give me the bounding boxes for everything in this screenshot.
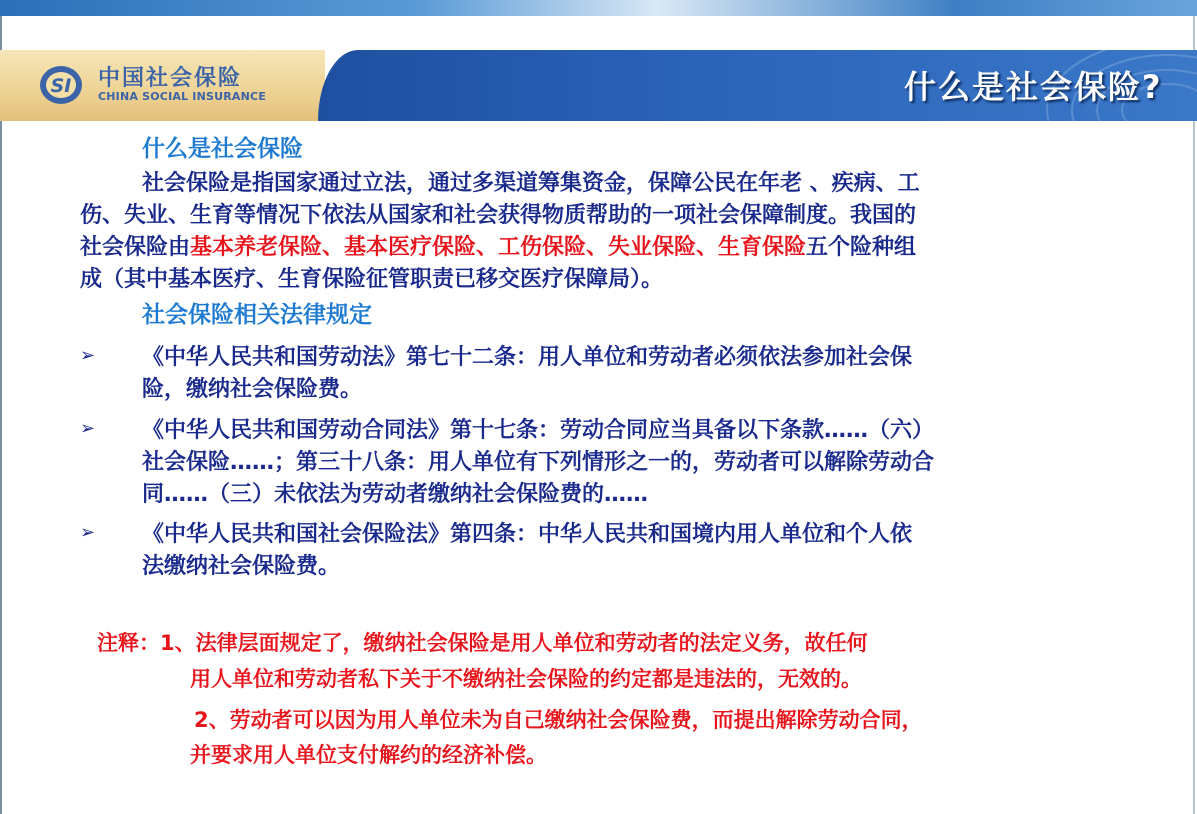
paragraph-text: 社会保险由 — [80, 235, 191, 260]
bullet-arrow-icon: ➢ — [80, 345, 96, 366]
paragraph-line: 伤、失业、生育等情况下依法从国家和社会获得物质帮助的一项社会保障制度。我国的 — [80, 203, 917, 228]
logo-mark-text: SI — [50, 75, 72, 97]
law-item-line: 同……（三）未依法为劳动者缴纳社会保险费的…… — [142, 482, 649, 507]
logo-chinese: 中国社会保险 — [98, 66, 243, 91]
bullet-arrow-icon: ➢ — [80, 418, 96, 439]
bullet-arrow-icon: ➢ — [80, 522, 96, 543]
note-line: 注释：1、法律层面规定了，缴纳社会保险是用人单位和劳动者的法定义务，故任何 — [97, 631, 868, 655]
law-item-line: 《中华人民共和国社会保险法》第四条：中华人民共和国境内用人单位和个人依 — [142, 522, 913, 547]
paragraph-line: 社会保险是指国家通过立法，通过多渠道筹集资金，保障公民在年老 、疾病、工 — [142, 171, 920, 196]
logo-english: CHINA SOCIAL INSURANCE — [98, 90, 267, 103]
insurance-types-highlight: 基本养老保险、基本医疗保险、工伤保险、失业保险、生育保险 — [190, 235, 807, 260]
law-item-line: 法缴纳社会保险费。 — [142, 554, 341, 579]
note-line: 2、劳动者可以因为用人单位未为自己缴纳社会保险费，而提出解除劳动合同， — [194, 708, 923, 732]
law-item-line: 社会保险……；第三十八条：用人单位有下列情形之一的，劳动者可以解除劳动合 — [142, 450, 935, 475]
paragraph-text: 五个险种组 — [806, 235, 917, 260]
paragraph-line: 成（其中基本医疗、生育保险征管职责已移交医疗保障局）。 — [80, 267, 664, 292]
law-item-line: 险，缴纳社会保险费。 — [142, 377, 363, 402]
paragraph-line — [80, 230, 916, 261]
section-heading-laws: 社会保险相关法律规定 — [142, 302, 372, 328]
note-line: 并要求用人单位支付解约的经济补偿。 — [190, 743, 547, 767]
page-title: 什么是社会保险? — [904, 68, 1163, 106]
note-line: 用人单位和劳动者私下关于不缴纳社会保险的约定都是违法的，无效的。 — [190, 667, 862, 691]
law-item-line: 《中华人民共和国劳动合同法》第十七条：劳动合同应当具备以下条款……（六） — [142, 418, 935, 443]
section-heading-what: 什么是社会保险 — [142, 136, 303, 162]
law-item-line: 《中华人民共和国劳动法》第七十二条：用人单位和劳动者必须依法参加社会保 — [142, 345, 913, 370]
